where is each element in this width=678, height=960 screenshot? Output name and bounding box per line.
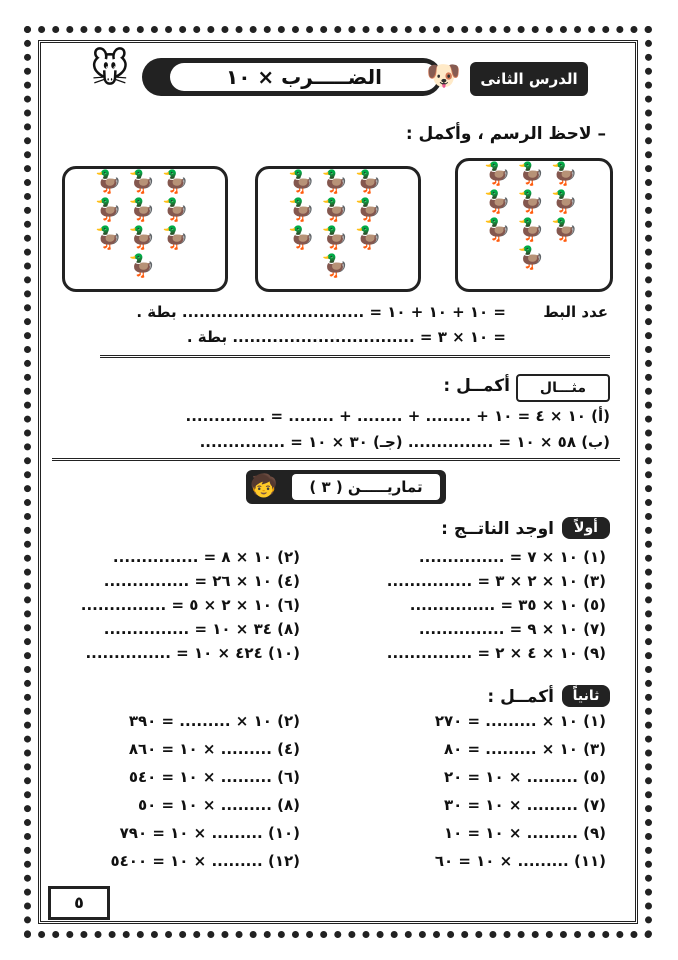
- exercise-row: (٧) ......... × ١٠ = ٣٠: [443, 796, 606, 814]
- example-badge: مثـــال: [516, 374, 610, 402]
- lesson-label: الدرس الثانى: [470, 62, 588, 96]
- divider: [52, 458, 620, 461]
- exercise-row: (١٠) ......... × ١٠ = ٧٩٠: [119, 824, 300, 842]
- first-left-column: [60, 548, 300, 668]
- divider: [100, 355, 610, 358]
- example-line-b: (ب) ٥٨ × ١٠ = ............... (جـ) ٣٠ × ١٠ = ...............: [199, 433, 610, 451]
- exercise-row: (٩) ١٠ × ٤ × ٢ = ...............: [386, 644, 606, 662]
- exercises-title: تماريـــــن ( ٣ ): [292, 474, 440, 500]
- ducks-group-icon: 🦆🦆🦆 🦆🦆🦆 🦆🦆🦆 🦆: [94, 170, 196, 279]
- mouse-cartoon-icon: 🐭: [90, 47, 130, 91]
- section-heading: – لاحظ الرسم ، وأكمل :: [405, 124, 606, 144]
- second-right-column: [356, 712, 606, 880]
- pond-1: [455, 158, 613, 292]
- first-badge: أولاً: [562, 517, 610, 539]
- exercise-row: (١) ١٠ × ......... = ٢٧٠: [434, 712, 606, 730]
- exercise-row: (٣) ١٠ × ٢ × ٣ = ...............: [386, 572, 606, 590]
- exercise-row: (١١) ......... × ١٠ = ٦٠: [434, 852, 606, 870]
- exercise-row: (١٢) ......... × ١٠ = ٥٤٠٠: [110, 852, 300, 870]
- exercise-row: (٤) ١٠ × ٢٦ = ...............: [103, 572, 300, 590]
- ducks-group-icon: 🦆🦆🦆 🦆🦆🦆 🦆🦆🦆 🦆: [287, 170, 389, 279]
- exercise-row: (٢) ١٠ × ......... = ٣٩٠: [128, 712, 300, 730]
- exercise-row: (٧) ١٠ × ٩ = ...............: [418, 620, 606, 638]
- example-heading: أكمــل :: [443, 376, 510, 396]
- dog-cartoon-icon: 🐶: [426, 59, 461, 92]
- exercise-row: (٨) ٣٤ × ١٠ = ...............: [103, 620, 300, 638]
- second-left-column: [70, 712, 300, 880]
- ducks-line-1: = ١٠ + ١٠ + ١٠ = ................................ بطة .: [136, 303, 506, 321]
- first-right-column: [356, 548, 606, 668]
- exercise-row: (٨) ......... × ١٠ = ٥٠: [137, 796, 300, 814]
- page-number: ٥: [48, 886, 110, 920]
- exercise-row: (٦) ......... × ١٠ = ٥٤٠: [128, 768, 300, 786]
- ducks-line-2: = ١٠ × ٣ = ................................ بطة .: [186, 328, 506, 346]
- exercise-row: (٥) ١٠ × ٣٥ = ...............: [409, 596, 606, 614]
- second-badge: ثانياً: [562, 685, 610, 707]
- exercise-row: (١) ١٠ × ٧ = ...............: [418, 548, 606, 566]
- exercise-row: (٢) ١٠ × ٨ = ...............: [112, 548, 300, 566]
- exercise-row: (٩) ......... × ١٠ = ١٠: [443, 824, 606, 842]
- ducks-count-label: عدد البط: [543, 303, 608, 321]
- page-title: الضـــــرب × ١٠: [170, 63, 438, 91]
- pond-2: [255, 166, 421, 292]
- pond-3: [62, 166, 228, 292]
- exercise-row: (٣) ١٠ × ......... = ٨٠: [443, 740, 606, 758]
- second-heading: أكمــل :: [487, 687, 554, 707]
- first-heading: اوجد الناتــج :: [441, 519, 554, 539]
- exercise-row: (٥) ......... × ١٠ = ٢٠: [443, 768, 606, 786]
- example-line-a: (أ) ١٠ × ٤ = ١٠ + ........ + ........ + ........ = ..............: [185, 407, 610, 425]
- exercise-row: (١٠) ٤٢٤ × ١٠ = ...............: [85, 644, 300, 662]
- exercise-row: (٦) ١٠ × ٢ × ٥ = ...............: [80, 596, 300, 614]
- ducks-group-icon: 🦆🦆🦆 🦆🦆🦆 🦆🦆🦆 🦆: [483, 162, 585, 271]
- reading-person-icon: 🧒: [250, 474, 278, 499]
- exercise-row: (٤) ......... × ١٠ = ٨٦٠: [128, 740, 300, 758]
